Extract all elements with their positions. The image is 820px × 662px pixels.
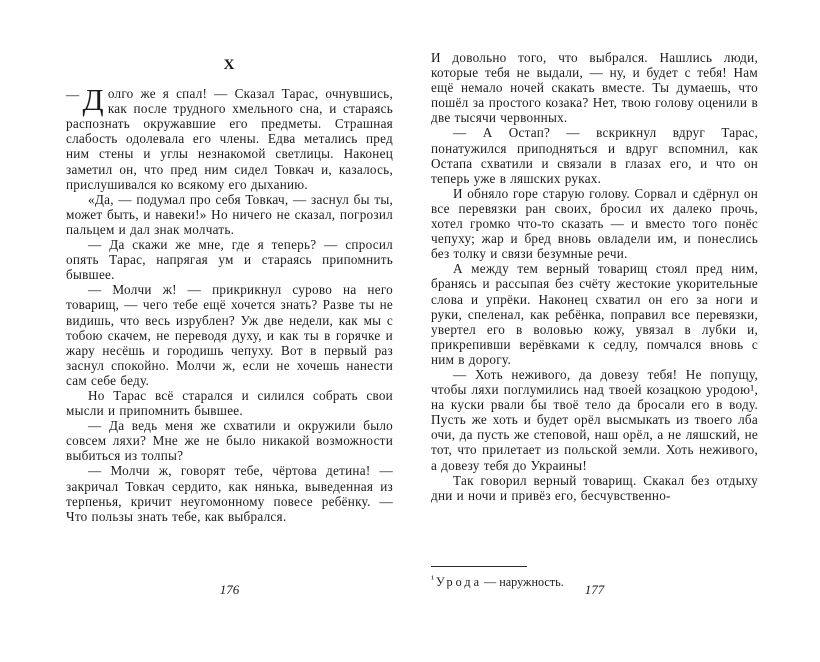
paragraph: «Да, — подумал про себя Товкач, — заснул бы ты, может быть, и навеки!» Но ничего не сказал, погрозил пальцем и дал знак молчать.: [66, 191, 393, 237]
footnote-term: Урода: [436, 575, 483, 589]
paragraph: — Хоть неживого, да довезу тебя! Не попущу, чтобы ляхи поглумились над твоей козацкою уродою¹, на куски рвали бы твоё тело да бросали его в воду. Пусть же хоть и будет орёл высмыкать из твоего лба очи, да пусть же степовой, наш орёл, а не ляшский, не тот, что прилетает из польской земли. Хоть неживого, а довезу тебя до Украины!: [431, 366, 758, 473]
paragraph: — Да скажи же мне, где я теперь? — спросил опять Тарас, напрягая ум и стараясь припомнить бывшее.: [66, 237, 393, 283]
footnote-marker: ¹: [431, 574, 434, 585]
page-right: [410, 0, 820, 662]
drop-cap-group: [66, 82, 104, 118]
paragraph: И довольно того, что выбрался. Нашлись люди, которые тебя не выдали, — ну, и будет с тебя! Нам ещё немало ночей скакать вместе. Ты думаешь, что пошёл за простого козака? Нет, твою голову оценили в две тысячи червонных.: [431, 50, 758, 126]
page-number-right: 177: [584, 582, 605, 597]
drop-cap-letter: Д: [82, 82, 104, 118]
paragraph: — Да ведь меня же схватили и окружили было совсем ляхи? Мне же не было никакой возможности выбиться из толпы?: [66, 418, 393, 464]
right-text-column: [431, 50, 758, 503]
lead-dash: —: [66, 87, 80, 103]
paragraph: А между тем верный товарищ стоял пред ним, бранясь и рассыпая без счёту жестокие укорительные слова и упрёки. Наконец схватил он его за ноги и руки, спеленал, как ребёнка, поправил все перевязки, увертел его в воловью кожу, увязал в лубки и, прикрепивши верёвками к седлу, помчался вновь с ним в дорогу.: [431, 261, 758, 367]
right-paragraphs: [431, 50, 758, 503]
opening-paragraph: [66, 82, 393, 192]
paragraph: — Молчи ж, говорят тебе, чёртова детина! — закричал Товкач сердито, как нянька, выведенная из терпенья, кричит неугомонному повесе ребёнку. — Что пользы знать тебе, как выбрался.: [66, 463, 393, 524]
chapter-heading: X: [223, 57, 236, 73]
paragraph: — А Остап? — вскрикнул вдруг Тарас, понатужился приподняться и вдруг вспомнил, как Остапа схватили и связали в глазах его, и что он теперь уже в ляшских руках.: [431, 125, 758, 186]
paragraph: — Молчи ж! — прикрикнул сурово на него товарищ, — чего тебе ещё хочется знать? Разве ты не видишь, что весь изрублен? Уж две недели, как мы с тобою скачем, не переводя духу, и как ты в горячке и жару несёшь и городишь чепуху. Вот в первый раз заснул спокойно. Молчи ж, если не хочешь нанести сам себе беду.: [66, 282, 393, 388]
paragraph: И обняло горе старую голову. Сорвал и сдёрнул он все перевязки ран своих, бросил их далеко прочь, хотел громко что-то сказать — и вместо того понёс чепуху; жар и бред вновь овладели им, и понеслись без толку и связи безумные речи.: [431, 185, 758, 262]
paragraph: Но Тарас всё старался и силился собрать свои мысли и припомнить бывшее.: [66, 387, 393, 419]
paragraph: Так говорил верный товарищ. Скакал без отдыху дни и ночи и привёз его, бесчувственно-: [431, 472, 758, 503]
left-paragraphs: [66, 192, 393, 524]
footnote-definition: — наружность.: [484, 575, 564, 589]
left-text-column: [66, 58, 393, 524]
opening-text: олго же я спал! — Сказал Тарас, очнувшись, как после трудного хмельного сна, и стараясь распознать окружавшие его предметы. Страшная слабость одолевала его члены. Едва метались пред ним стены и углы незнакомой светлицы. Наконец заметил он, что пред ним сидел Товкач и, казалось, прислушивался ко всякому его дыханию.: [66, 86, 393, 192]
page-number-left: 176: [219, 582, 240, 597]
